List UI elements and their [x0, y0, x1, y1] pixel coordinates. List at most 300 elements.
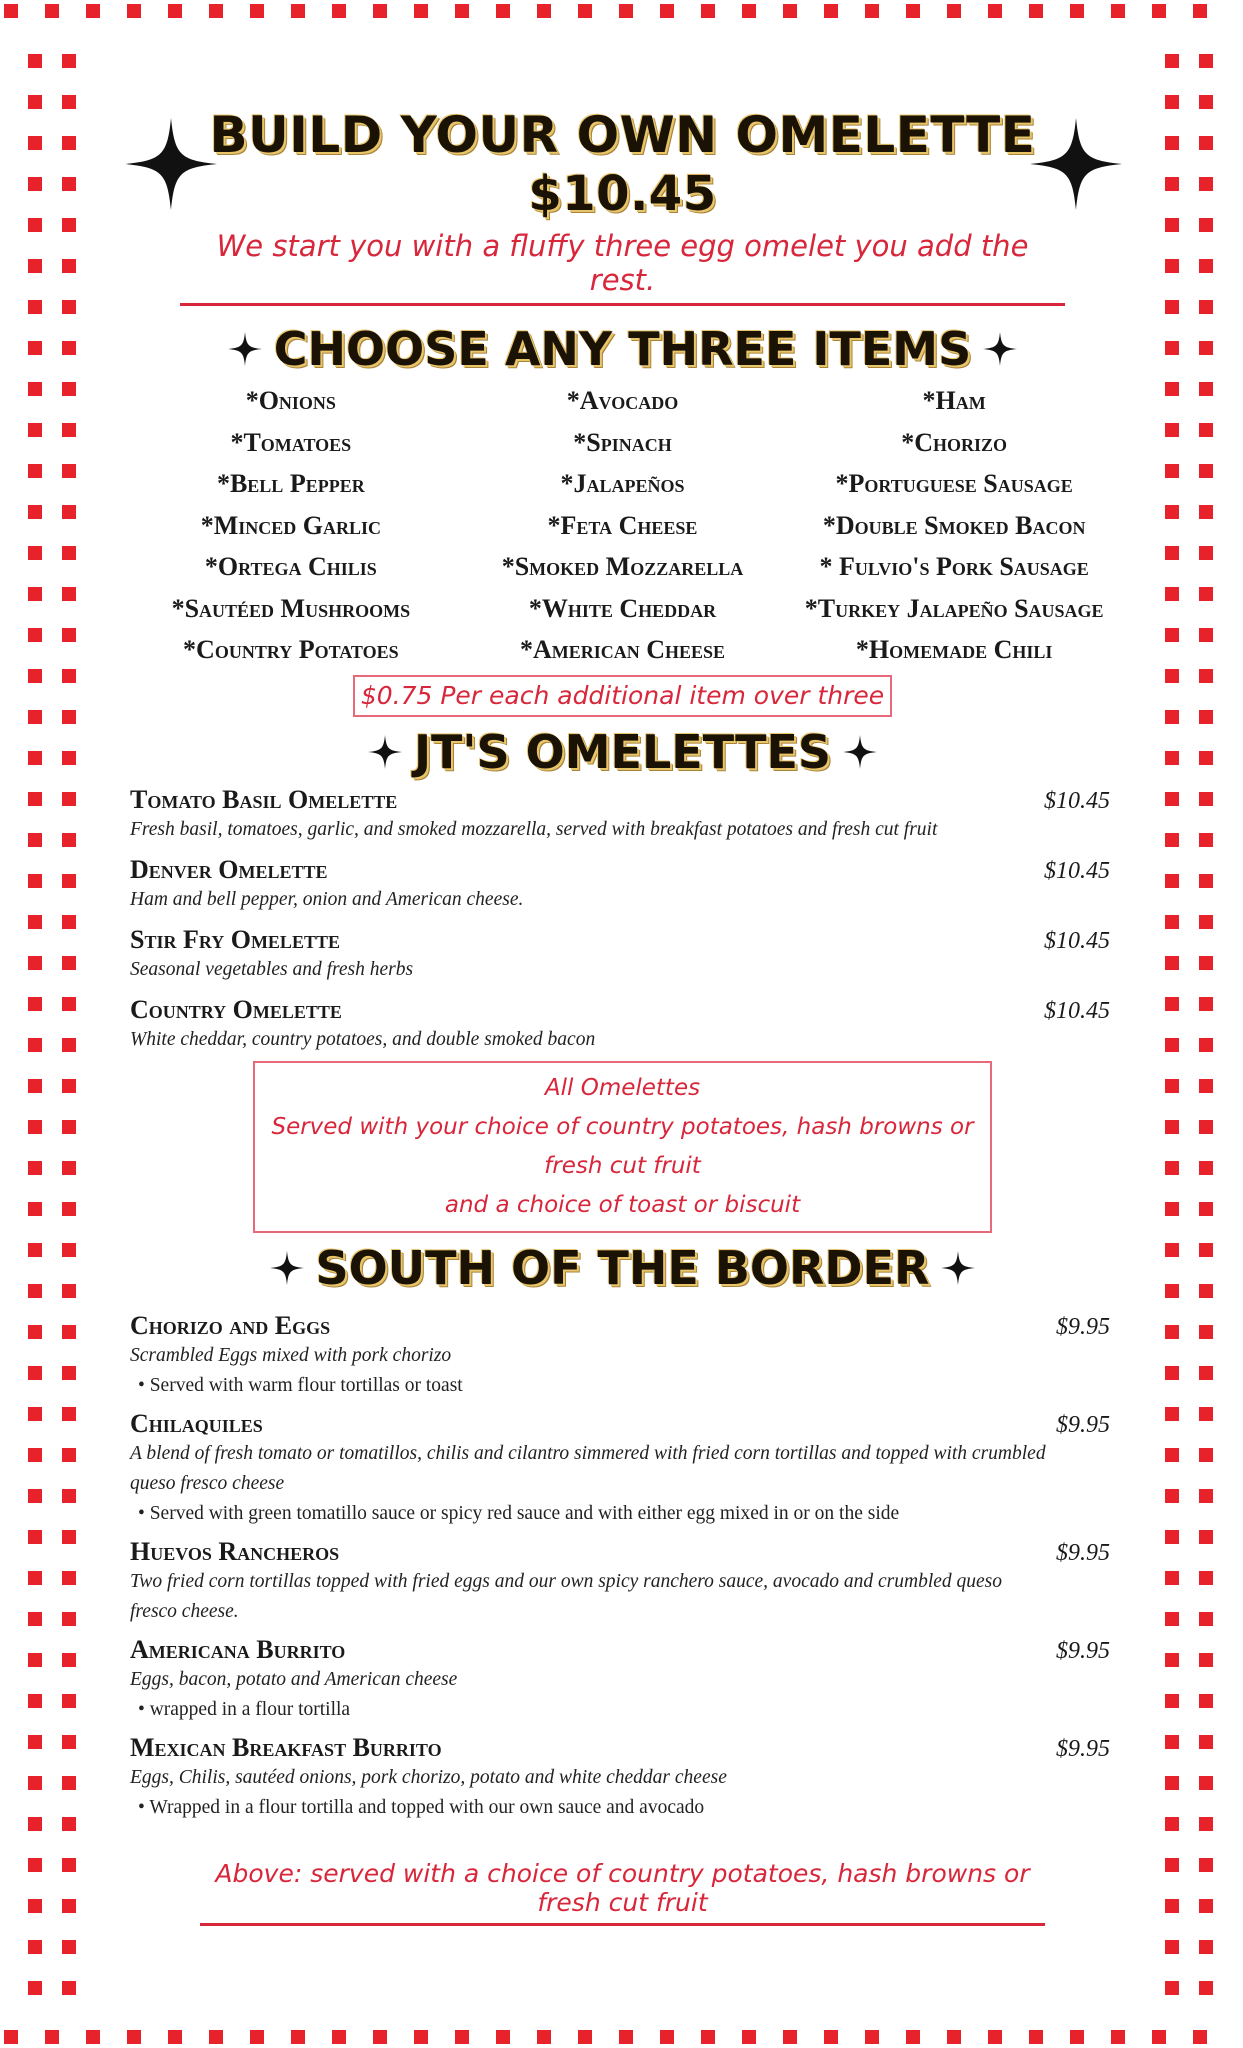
border-dot: [1199, 95, 1213, 109]
border-dot: [1165, 1243, 1179, 1257]
dish-price: $9.95: [1056, 1637, 1110, 1664]
border-dot: [1165, 669, 1179, 683]
border-dot: [45, 2030, 59, 2044]
border-dot: [1165, 1776, 1179, 1790]
ingredient-grid: [125, 380, 1120, 671]
border-dot: [28, 259, 42, 273]
border-dot: [906, 4, 920, 18]
border-dot: [168, 4, 182, 18]
border-dot: [1152, 2030, 1166, 2044]
border-dot: [1152, 4, 1166, 18]
border-dot: [28, 833, 42, 847]
border-dot: [1199, 1817, 1213, 1831]
dish-description: Fresh basil, tomatoes, garlic, and smoked mozzarella, served with breakfast potatoes and fresh cut fruit: [130, 818, 938, 840]
border-dot: [1029, 4, 1043, 18]
dish-name: Mexican Breakfast Burrito: [130, 1732, 442, 1762]
border-dot: [28, 587, 42, 601]
border-dot: [1199, 1571, 1213, 1585]
ingredient-item: *Tomatoes: [230, 427, 352, 457]
border-dot: [28, 505, 42, 519]
ingredient-item: *White Cheddar: [528, 593, 717, 623]
additional-item-note: $0.75 Per each additional item over three: [353, 675, 892, 717]
sides-line: All Omelettes: [544, 1074, 701, 1101]
south-dish-list: [125, 1311, 1120, 1823]
menu-item: [130, 1537, 1110, 1627]
jts-heading-text: JT'S OMELETTES: [413, 724, 832, 779]
border-dot: [1165, 464, 1179, 478]
border-dot: [1165, 1735, 1179, 1749]
border-dot: [28, 1407, 42, 1421]
dish-description: Ham and bell pepper, onion and American cheese.: [130, 888, 524, 910]
border-dot: [62, 1981, 76, 1995]
border-dot: [28, 1325, 42, 1339]
border-dot: [988, 2030, 1002, 2044]
border-dot: [127, 4, 141, 18]
border-dot: [62, 1448, 76, 1462]
border-dot: [28, 669, 42, 683]
border-dot: [62, 956, 76, 970]
border-dot: [28, 1448, 42, 1462]
sparkle-icon: [270, 1251, 304, 1285]
border-dot: [1199, 1407, 1213, 1421]
ingredient-item: *American Cheese: [519, 635, 726, 664]
border-dot: [1029, 2030, 1043, 2044]
border-dot: [1199, 669, 1213, 683]
border-dot: [496, 4, 510, 18]
dish-name: Chorizo and Eggs: [130, 1310, 331, 1340]
border-dot: [62, 1079, 76, 1093]
tagline: We start you with a fluffy three egg omelet you add the rest.: [180, 229, 1065, 306]
border-dot: [1165, 341, 1179, 355]
border-dot: [28, 1284, 42, 1298]
border-dot: [1199, 1653, 1213, 1667]
border-dot: [496, 2030, 510, 2044]
border-dot: [1165, 546, 1179, 560]
border-dot: [1165, 1284, 1179, 1298]
border-dot: [1199, 1940, 1213, 1954]
ingredient-item: *Spinach: [573, 427, 672, 457]
border-dot: [28, 1735, 42, 1749]
border-dot: [619, 2030, 633, 2044]
ingredient-item: *Ham: [922, 386, 986, 415]
border-dot: [86, 2030, 100, 2044]
border-dot: [62, 95, 76, 109]
border-dot: [1165, 1858, 1179, 1872]
border-dot: [28, 1817, 42, 1831]
dish-description: Seasonal vegetables and fresh herbs: [130, 958, 414, 980]
border-dot: [62, 1735, 76, 1749]
border-dot: [62, 259, 76, 273]
border-dot: [62, 1202, 76, 1216]
ingredient-item: *Sautéed Mushrooms: [171, 593, 411, 623]
border-dot: [1165, 1038, 1179, 1052]
border-dot: [1165, 136, 1179, 150]
sparkle-icon: [983, 332, 1017, 366]
border-dot: [1165, 874, 1179, 888]
sparkle-icon: [368, 735, 402, 769]
border-dot: [1165, 423, 1179, 437]
border-dot: [455, 4, 469, 18]
menu-item: [130, 925, 1110, 985]
border-dot: [28, 423, 42, 437]
dish-price: $9.95: [1056, 1539, 1110, 1566]
border-dot: [1165, 587, 1179, 601]
dish-description: Two fried corn tortillas topped with fried eggs and our own spicy ranchero sauce, avocado and crumbled queso fresco cheese.: [130, 1570, 1003, 1622]
border-dot: [1199, 710, 1213, 724]
jts-heading: [125, 725, 1120, 779]
menu-item: [130, 1733, 1110, 1823]
border-dot: [1199, 1161, 1213, 1175]
border-dot: [1199, 587, 1213, 601]
border-dot: [1165, 915, 1179, 929]
dish-price: $10.45: [1044, 997, 1110, 1024]
border-dot: [865, 4, 879, 18]
border-dot: [28, 1653, 42, 1667]
border-dot: [28, 1571, 42, 1585]
dish-price: $9.95: [1056, 1735, 1110, 1762]
border-dot: [1199, 1038, 1213, 1052]
ingredient-item: *Minced Garlic: [200, 510, 381, 540]
ingredient-item: *Chorizo: [901, 427, 1008, 457]
border-dot: [28, 1202, 42, 1216]
border-dot: [824, 4, 838, 18]
border-dot: [1165, 1448, 1179, 1462]
border-dot: [62, 1817, 76, 1831]
menu-content: [125, 95, 1120, 1926]
dish-name: Stir Fry Omelette: [130, 924, 340, 954]
border-dot: [62, 382, 76, 396]
border-dot: [1199, 177, 1213, 191]
dish-name: Americana Burrito: [130, 1634, 346, 1664]
border-dot: [414, 2030, 428, 2044]
border-dot: [28, 1981, 42, 1995]
dish-price: $10.45: [1044, 787, 1110, 814]
border-dot: [1165, 1612, 1179, 1626]
border-dot: [1199, 1858, 1213, 1872]
ingredient-item: *Portuguese Sausage: [835, 469, 1073, 498]
border-dot: [1199, 956, 1213, 970]
border-dot: [414, 4, 428, 18]
border-dot: [1165, 1161, 1179, 1175]
dish-description: A blend of fresh tomato or tomatillos, chilis and cilantro simmered with fried corn tortillas and topped with crumbled queso fresco cheese: [130, 1442, 1046, 1494]
border-dot: [28, 1079, 42, 1093]
border-dot: [537, 2030, 551, 2044]
border-dot: [62, 1120, 76, 1134]
ingredient-item: *Double Smoked Bacon: [822, 510, 1086, 540]
border-dot: [127, 2030, 141, 2044]
border-dot: [1165, 1940, 1179, 1954]
jts-dish-list: [125, 785, 1120, 1055]
border-dot: [332, 4, 346, 18]
border-dot: [62, 218, 76, 232]
border-dot: [1199, 300, 1213, 314]
border-dot: [28, 54, 42, 68]
border-dot: [168, 2030, 182, 2044]
border-dot: [1199, 1325, 1213, 1339]
border-dot: [1199, 915, 1213, 929]
border-dot: [1199, 218, 1213, 232]
border-dot: [1165, 792, 1179, 806]
border-dot: [209, 4, 223, 18]
border-dot: [1165, 177, 1179, 191]
border-dot: [28, 218, 42, 232]
border-dot: [1165, 1366, 1179, 1380]
border-dot: [62, 505, 76, 519]
border-dot: [1165, 1694, 1179, 1708]
border-dot: [28, 792, 42, 806]
border-dot: [1165, 95, 1179, 109]
border-dot: [62, 1612, 76, 1626]
border-dot: [1199, 1694, 1213, 1708]
ingredient-item: *Jalapeños: [560, 469, 685, 498]
ingredient-item: * Fulvio's Pork Sausage: [819, 552, 1089, 581]
border-dot: [62, 1694, 76, 1708]
menu-item: [130, 1311, 1110, 1401]
border-dot: [62, 1407, 76, 1421]
sides-line: Served with your choice of country potatoes, hash browns or fresh cut fruit: [271, 1113, 974, 1179]
choose-heading: [125, 322, 1120, 376]
border-dot: [28, 1858, 42, 1872]
border-dot: [865, 2030, 879, 2044]
ingredient-item: *Turkey Jalapeño Sausage: [804, 593, 1104, 623]
border-dot: [1111, 4, 1125, 18]
menu-item: [130, 785, 1110, 845]
border-dot: [1165, 1202, 1179, 1216]
border-dot: [1165, 54, 1179, 68]
border-dot: [62, 464, 76, 478]
border-dot: [62, 1284, 76, 1298]
ingredient-item: *Country Potatoes: [183, 635, 399, 664]
border-dot: [62, 1653, 76, 1667]
border-dot: [62, 628, 76, 642]
dish-note: • Served with green tomatillo sauce or spicy red sauce and with either egg mixed in or on the side: [138, 1502, 900, 1524]
south-heading: [125, 1241, 1120, 1295]
border-dot: [62, 1776, 76, 1790]
border-dot: [291, 2030, 305, 2044]
border-dot: [537, 4, 551, 18]
border-dot: [62, 874, 76, 888]
ingredient-item: *Ortega Chilis: [204, 552, 377, 581]
border-dot: [28, 874, 42, 888]
border-dot: [28, 1038, 42, 1052]
border-dot: [1199, 505, 1213, 519]
border-dot: [1199, 628, 1213, 642]
border-dot: [1199, 1981, 1213, 1995]
sides-line: and a choice of toast or biscuit: [444, 1191, 801, 1218]
south-heading-text: SOUTH OF THE BORDER: [315, 1240, 930, 1295]
dish-name: Denver Omelette: [130, 854, 328, 884]
border-dot: [62, 1161, 76, 1175]
ingredient-item: *Feta Cheese: [547, 510, 698, 540]
border-dot: [1165, 1653, 1179, 1667]
border-dot: [660, 2030, 674, 2044]
border-dot: [4, 2030, 18, 2044]
border-dot: [1165, 1817, 1179, 1831]
border-dot: [28, 1694, 42, 1708]
border-dot: [332, 2030, 346, 2044]
border-dot: [28, 1366, 42, 1380]
border-dot: [4, 4, 18, 18]
border-dot: [62, 423, 76, 437]
border-dot: [62, 792, 76, 806]
border-dot: [1165, 259, 1179, 273]
border-dot: [62, 833, 76, 847]
border-dot: [660, 4, 674, 18]
border-dot: [28, 997, 42, 1011]
dish-description: Eggs, bacon, potato and American cheese: [130, 1668, 458, 1690]
border-dot: [291, 4, 305, 18]
border-dot: [1165, 1407, 1179, 1421]
border-dot: [209, 2030, 223, 2044]
border-dot: [62, 1489, 76, 1503]
sparkle-icon: [843, 735, 877, 769]
border-dot: [373, 2030, 387, 2044]
border-dot: [1165, 1489, 1179, 1503]
border-dot: [28, 177, 42, 191]
border-dot: [1199, 1448, 1213, 1462]
border-dot: [1070, 2030, 1084, 2044]
border-dot: [1199, 1612, 1213, 1626]
dish-note: • Wrapped in a flour tortilla and topped with our own sauce and avocado: [138, 1796, 705, 1818]
ingredient-item: *Bell Pepper: [216, 469, 365, 498]
border-dot: [742, 4, 756, 18]
border-dot: [1165, 751, 1179, 765]
ingredient-item: *Smoked Mozzarella: [501, 552, 744, 581]
border-dot: [1199, 1243, 1213, 1257]
border-dot: [619, 4, 633, 18]
border-dot: [1199, 1776, 1213, 1790]
border-dot: [28, 1940, 42, 1954]
border-dot: [1199, 464, 1213, 478]
border-dot: [1199, 1489, 1213, 1503]
border-dot: [1199, 1284, 1213, 1298]
border-dot: [1199, 546, 1213, 560]
border-dot: [86, 4, 100, 18]
ingredient-column-3: [788, 380, 1120, 671]
border-dot: [1165, 1325, 1179, 1339]
border-dot: [1199, 341, 1213, 355]
border-dot: [62, 1038, 76, 1052]
border-dot: [1199, 751, 1213, 765]
border-dot: [62, 1325, 76, 1339]
border-dot: [62, 915, 76, 929]
ingredient-column-1: [125, 380, 457, 671]
border-dot: [62, 1940, 76, 1954]
border-dot: [373, 4, 387, 18]
border-dot: [28, 136, 42, 150]
footer-note: Above: served with a choice of country potatoes, hash browns or fresh cut fruit: [200, 1859, 1045, 1926]
border-dot: [1199, 54, 1213, 68]
border-dot: [28, 1161, 42, 1175]
sparkle-icon: [941, 1251, 975, 1285]
border-dot: [250, 2030, 264, 2044]
dish-name: Country Omelette: [130, 994, 342, 1024]
border-dot: [62, 1858, 76, 1872]
border-dot: [947, 4, 961, 18]
border-dot: [62, 54, 76, 68]
dish-description: White cheddar, country potatoes, and double smoked bacon: [130, 1028, 596, 1050]
page-title: BUILD YOUR OWN OMELETTE: [209, 106, 1036, 164]
border-dot: [1199, 1366, 1213, 1380]
dish-note: • wrapped in a flour tortilla: [138, 1698, 351, 1720]
border-dot: [1165, 1120, 1179, 1134]
border-dot: [45, 4, 59, 18]
border-dot: [1165, 1530, 1179, 1544]
border-dot: [62, 997, 76, 1011]
border-dot: [578, 2030, 592, 2044]
border-dot: [62, 710, 76, 724]
omelette-price: $10.45: [528, 166, 717, 222]
border-dot: [28, 341, 42, 355]
border-dot: [1199, 1079, 1213, 1093]
border-dot: [28, 382, 42, 396]
border-dot: [62, 177, 76, 191]
border-dot: [1165, 1571, 1179, 1585]
border-dot: [28, 546, 42, 560]
dish-price: $9.95: [1056, 1411, 1110, 1438]
border-dot: [1165, 505, 1179, 519]
omelette-sides-box: [253, 1061, 992, 1233]
dish-note: • Served with warm flour tortillas or toast: [138, 1374, 463, 1396]
border-dot: [1199, 997, 1213, 1011]
border-dot: [1199, 1120, 1213, 1134]
dish-price: $9.95: [1056, 1313, 1110, 1340]
border-dot: [250, 4, 264, 18]
ingredient-item: *Homemade Chili: [855, 635, 1053, 664]
border-dot: [742, 2030, 756, 2044]
border-dot: [947, 2030, 961, 2044]
border-dot: [1070, 4, 1084, 18]
border-dot: [1165, 1899, 1179, 1913]
border-dot: [783, 2030, 797, 2044]
ingredient-item: *Avocado: [566, 386, 679, 415]
border-dot: [1165, 1079, 1179, 1093]
border-dot: [62, 546, 76, 560]
border-dot: [1193, 4, 1207, 18]
menu-item: [130, 1409, 1110, 1529]
border-dot: [28, 956, 42, 970]
border-dot: [1199, 1202, 1213, 1216]
border-dot: [988, 4, 1002, 18]
ingredient-item: *Onions: [245, 386, 336, 415]
border-dot: [62, 751, 76, 765]
dish-price: $10.45: [1044, 927, 1110, 954]
border-dot: [28, 1530, 42, 1544]
border-dot: [62, 1530, 76, 1544]
border-dot: [455, 2030, 469, 2044]
dish-description: Scrambled Eggs mixed with pork chorizo: [130, 1344, 452, 1366]
border-dot: [62, 1366, 76, 1380]
border-dot: [1199, 1899, 1213, 1913]
border-dot: [1165, 710, 1179, 724]
border-dot: [824, 2030, 838, 2044]
menu-item: [130, 855, 1110, 915]
border-dot: [62, 300, 76, 314]
choose-heading-text: CHOOSE ANY THREE ITEMS: [273, 322, 972, 376]
border-dot: [28, 628, 42, 642]
menu-item: [130, 1635, 1110, 1725]
ingredient-column-2: [457, 380, 789, 671]
border-dot: [62, 669, 76, 683]
border-dot: [62, 341, 76, 355]
border-dot: [1199, 423, 1213, 437]
border-dot: [28, 464, 42, 478]
border-dot: [783, 4, 797, 18]
border-dot: [28, 95, 42, 109]
border-dot: [28, 1899, 42, 1913]
dish-description: Eggs, Chilis, sautéed onions, pork chorizo, potato and white cheddar cheese: [130, 1766, 727, 1788]
border-dot: [1165, 218, 1179, 232]
